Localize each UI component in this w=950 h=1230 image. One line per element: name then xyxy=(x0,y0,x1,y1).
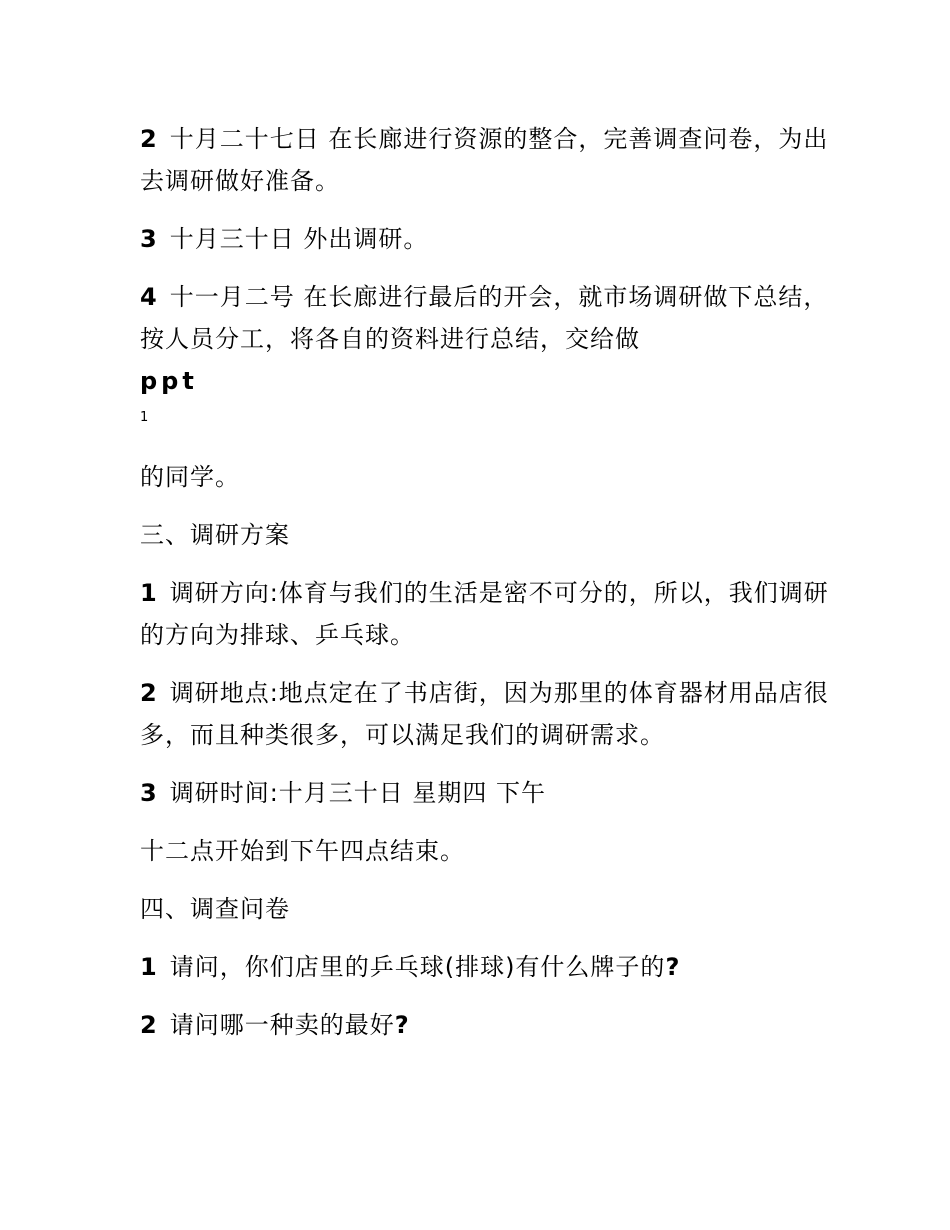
item-text: 十月三十日 外出调研。 xyxy=(169,225,429,253)
plan-item-location xyxy=(140,672,830,756)
item-text: 请问，你们店里的乒乓球(排球)有什么牌子的 xyxy=(169,953,666,981)
plan-item-time xyxy=(140,772,830,814)
item-number: 1 xyxy=(140,953,158,981)
item-text: 调研时间:十月三十日 星期四 下午 xyxy=(169,779,547,807)
question-item-1 xyxy=(140,946,830,988)
plan-time-continuation: 十二点开始到下午四点结束。 xyxy=(140,837,465,865)
item-number: 2 xyxy=(140,1011,158,1039)
item-number: 3 xyxy=(140,779,158,807)
item-number: 3 xyxy=(140,225,158,253)
schedule-item-2 xyxy=(140,118,830,202)
item-number: 2 xyxy=(140,125,158,153)
question-mark: ? xyxy=(394,1011,410,1039)
item-number: 4 xyxy=(140,283,158,311)
ppt-word: ppt xyxy=(140,367,198,395)
plan-item-direction xyxy=(140,572,830,656)
item-text: 调研地点:地点定在了书店街，因为那里的体育器材用品店很多，而且种类很多，可以满足我们的调研需求。 xyxy=(140,679,829,749)
continuation-text: 的同学。 xyxy=(140,463,240,491)
section-heading-research-plan: 三、调研方案 xyxy=(140,521,290,549)
item-text: 请问哪一种卖的最好 xyxy=(169,1011,395,1039)
question-mark: ? xyxy=(665,953,681,981)
item-text: 十月二十七日 在长廊进行资源的整合，完善调查问卷，为出去调研做好准备。 xyxy=(140,125,829,195)
item-text: 十一月二号 在长廊进行最后的开会，就市场调研做下总结，按人员分工，将各自的资料进行总结，交给做 xyxy=(140,283,829,353)
question-item-2 xyxy=(140,1004,830,1046)
item-text: 调研方向:体育与我们的生活是密不可分的，所以，我们调研的方向为排球、乒乓球。 xyxy=(140,579,829,649)
item-number: 1 xyxy=(140,579,158,607)
page-number: 1 xyxy=(140,410,149,425)
document-body xyxy=(140,118,830,1062)
item-number: 2 xyxy=(140,679,158,707)
schedule-item-3 xyxy=(140,218,830,260)
schedule-item-4 xyxy=(140,276,830,402)
section-heading-questionnaire: 四、调查问卷 xyxy=(140,895,290,923)
